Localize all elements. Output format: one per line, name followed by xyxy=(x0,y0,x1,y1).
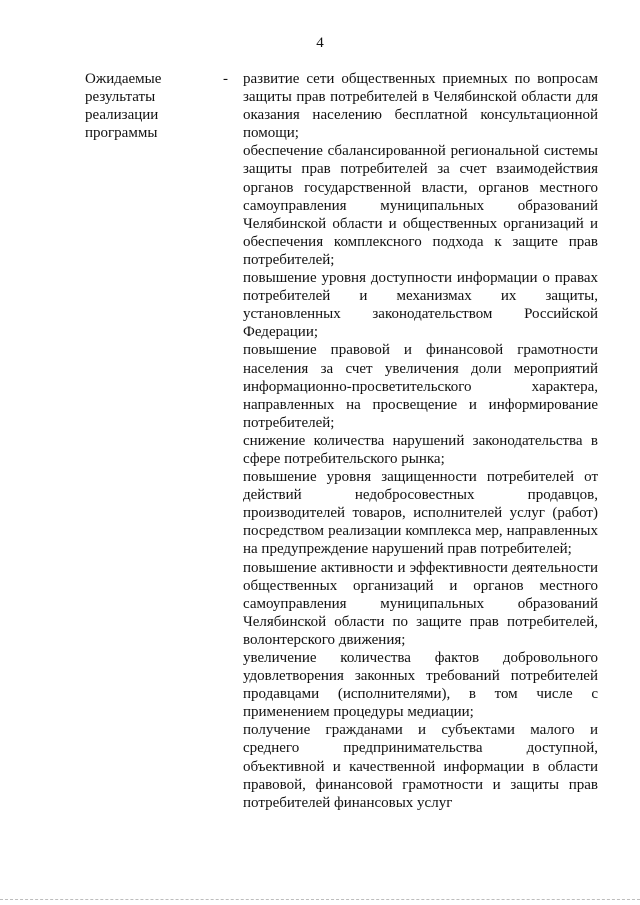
section-label-line: результаты xyxy=(85,89,156,106)
page-bottom-edge xyxy=(0,899,640,900)
section-label xyxy=(85,70,215,142)
section-label-line: программы xyxy=(85,125,158,142)
page-number: 4 xyxy=(316,35,324,51)
expected-results-list xyxy=(243,70,598,812)
result-item: получение гражданами и субъектами малого и среднего предпринимательства доступной, объективной и качественной информации в области правовой, финансовой грамотности и защиты прав потребителей финансовых услуг xyxy=(243,722,598,811)
section-label-line: реализации xyxy=(85,107,159,124)
separator-dash: - xyxy=(223,71,228,87)
result-item: снижение количества нарушений законодательства в сфере потребительского рынка; xyxy=(243,432,598,467)
result-item: повышение уровня доступности информации о правах потребителей и механизмах их защиты, установленных законодательством Российской Федерации; xyxy=(243,270,598,341)
result-item: повышение правовой и финансовой грамотности населения за счет увеличения доли мероприятий информационно-просветительского характера, направленных на просвещение и информирование потребителей; xyxy=(243,342,598,431)
section-label-line: Ожидаемые xyxy=(85,71,162,87)
result-item: обеспечение сбалансированной региональной системы защиты прав потребителей за счет взаимодействия органов государственной власти, органов местного самоуправления муниципальных образований Челябинской области и общественных организаций и обеспечения комплексного подхода к защите прав потребителей; xyxy=(243,143,598,268)
result-item: повышение активности и эффективности деятельности общественных организаций и органов местного самоуправления муниципальных образований Челябинской области по защите прав потребителей, волонтерского движения; xyxy=(243,559,598,648)
result-item: развитие сети общественных приемных по вопросам защиты прав потребителей в Челябинской области для оказания населению бесплатной консультационной помощи; xyxy=(243,71,598,142)
result-item: повышение уровня защищенности потребителей от действий недобросовестных продавцов, производителей товаров, исполнителей услуг (работ) посредством реализации комплекса мер, направленных на предупреждение нарушений прав потребителей; xyxy=(243,469,598,558)
result-item: увеличение количества фактов добровольного удовлетворения законных требований потребителей продавцами (исполнителями), в том числе с применением процедуры медиации; xyxy=(243,650,598,721)
